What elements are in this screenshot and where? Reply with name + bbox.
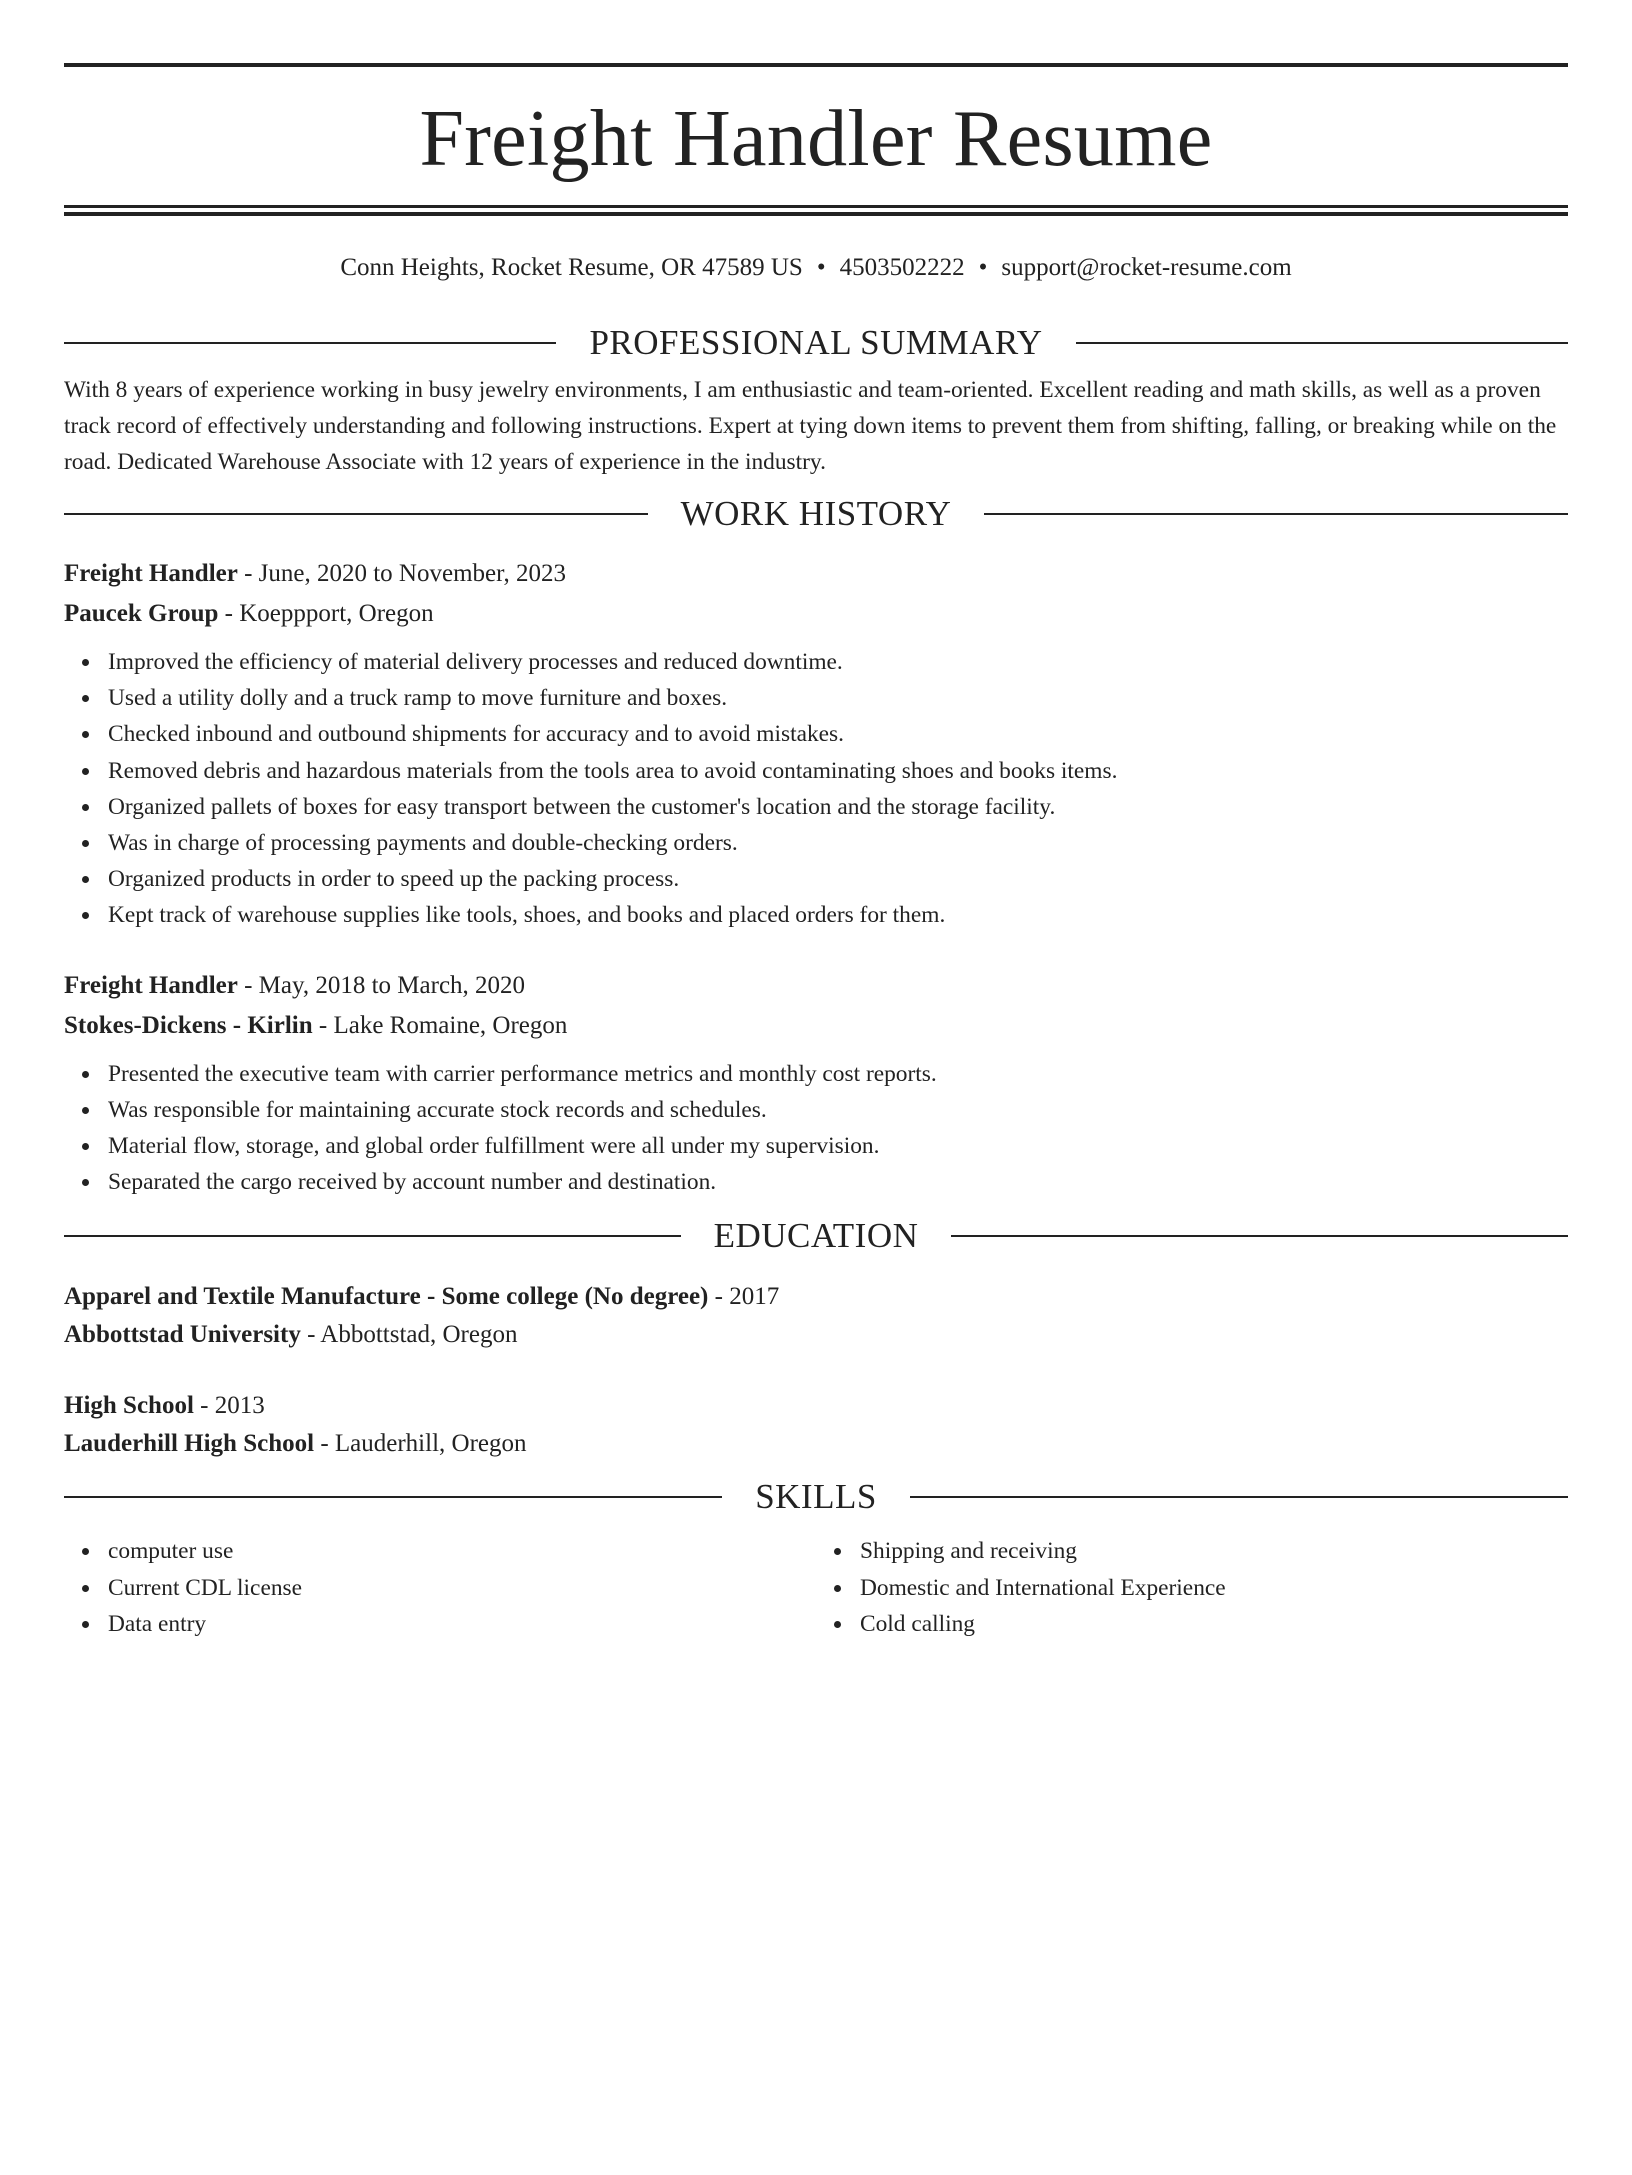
heading-rule-right	[1076, 342, 1568, 344]
contact-email: support@rocket-resume.com	[1001, 254, 1292, 281]
section-heading-education	[64, 1216, 1568, 1256]
contact-phone: 4503502222	[839, 254, 965, 281]
skill-item: Shipping and receiving	[860, 1533, 1568, 1569]
section-heading-work-history	[64, 494, 1568, 534]
skills-columns	[64, 1533, 1568, 1642]
job-location: - Koeppport, Oregon	[218, 600, 434, 627]
contact-line	[64, 253, 1568, 283]
education-location: - Lauderhill, Oregon	[314, 1430, 527, 1458]
job-title: Freight Handler	[64, 560, 238, 587]
contact-separator: •	[816, 254, 826, 281]
job-bullet: Checked inbound and outbound shipments for accuracy and to avoid mistakes.	[108, 716, 1568, 752]
skill-item: Data entry	[108, 1606, 816, 1642]
skill-item: Current CDL license	[108, 1570, 816, 1606]
job-company: Paucek Group	[64, 600, 219, 627]
heading-rule-left	[64, 513, 648, 515]
skill-item: Domestic and International Experience	[860, 1570, 1568, 1606]
skills-list-left	[64, 1533, 816, 1642]
heading-rule-right	[910, 1496, 1568, 1498]
job-title-line	[64, 966, 1568, 1006]
heading-rule-right	[984, 513, 1568, 515]
education-entry	[64, 1278, 1568, 1354]
resume-page	[0, 63, 1632, 2175]
education-entry	[64, 1387, 1568, 1463]
section-title: SKILLS	[755, 1477, 877, 1517]
education-degree: Apparel and Textile Manufacture - Some college (No degree)	[64, 1283, 709, 1311]
job-bullet: Kept track of warehouse supplies like tools, shoes, and books and placed orders for them.	[108, 897, 1568, 933]
section-heading-skills	[64, 1477, 1568, 1517]
job-bullet: Material flow, storage, and global order fulfillment were all under my supervision.	[108, 1128, 1568, 1164]
heading-rule-right	[951, 1235, 1568, 1237]
job-entry	[64, 554, 1568, 934]
heading-rule-left	[64, 1235, 681, 1237]
job-bullet: Was in charge of processing payments and double-checking orders.	[108, 825, 1568, 861]
job-bullet: Separated the cargo received by account number and destination.	[108, 1164, 1568, 1200]
top-rule	[64, 63, 1568, 67]
job-title: Freight Handler	[64, 971, 238, 999]
education-location: - Abbottstad, Oregon	[300, 1321, 518, 1349]
skill-item: Cold calling	[860, 1606, 1568, 1642]
education-school-line	[64, 1316, 1568, 1354]
job-bullet: Improved the efficiency of material delivery processes and reduced downtime.	[108, 644, 1568, 680]
summary-text: With 8 years of experience working in busy jewelry environments, I am enthusiastic and team-oriented. Excellent reading and math skills, as well as a proven track record of effectively understanding and following instructions. Expert at tying down items to prevent them from shifting, falling, or breaking while on the road. Dedicated Warehouse Associate with 12 years of experience in the industry.	[64, 377, 1557, 475]
skills-list-right	[816, 1533, 1568, 1642]
section-title: EDUCATION	[713, 1216, 919, 1256]
job-company-line	[64, 594, 1568, 634]
education-school: Lauderhill High School	[64, 1430, 315, 1458]
heading-rule-left	[64, 1496, 722, 1498]
job-bullet: Organized pallets of boxes for easy transport between the customer's location and the storage facility.	[108, 789, 1568, 825]
contact-separator: •	[978, 254, 988, 281]
job-bullets	[64, 1056, 1568, 1201]
job-bullet: Used a utility dolly and a truck ramp to move furniture and boxes.	[108, 680, 1568, 716]
job-dates: - May, 2018 to March, 2020	[237, 971, 526, 999]
job-company: Stokes-Dickens - Kirlin	[64, 1011, 313, 1039]
section-heading-summary	[64, 323, 1568, 363]
education-degree: High School	[64, 1392, 194, 1420]
title-double-rule	[64, 205, 1568, 216]
contact-address: Conn Heights, Rocket Resume, OR 47589 US	[340, 254, 803, 281]
education-school-line	[64, 1425, 1568, 1463]
job-company-line	[64, 1006, 1568, 1046]
page-title: Freight Handler Resume	[419, 95, 1213, 183]
heading-rule-left	[64, 342, 556, 344]
job-bullets	[64, 644, 1568, 934]
job-bullet: Presented the executive team with carrier performance metrics and monthly cost reports.	[108, 1056, 1568, 1092]
job-bullet: Organized products in order to speed up the packing process.	[108, 861, 1568, 897]
education-year: - 2013	[193, 1392, 265, 1420]
education-degree-line	[64, 1278, 1568, 1316]
job-location: - Lake Romaine, Oregon	[312, 1011, 568, 1039]
job-entry	[64, 966, 1568, 1201]
education-school: Abbottstad University	[64, 1321, 301, 1349]
education-year: - 2017	[708, 1283, 780, 1311]
education-degree-line	[64, 1387, 1568, 1425]
section-title: WORK HISTORY	[680, 494, 952, 533]
job-title-line	[64, 554, 1568, 594]
skill-item: computer use	[108, 1533, 816, 1569]
job-bullet: Was responsible for maintaining accurate stock records and schedules.	[108, 1092, 1568, 1128]
job-dates: - June, 2020 to November, 2023	[237, 560, 566, 587]
section-title: PROFESSIONAL SUMMARY	[589, 323, 1043, 362]
job-bullet: Removed debris and hazardous materials from the tools area to avoid contaminating shoes and books items.	[108, 753, 1568, 789]
